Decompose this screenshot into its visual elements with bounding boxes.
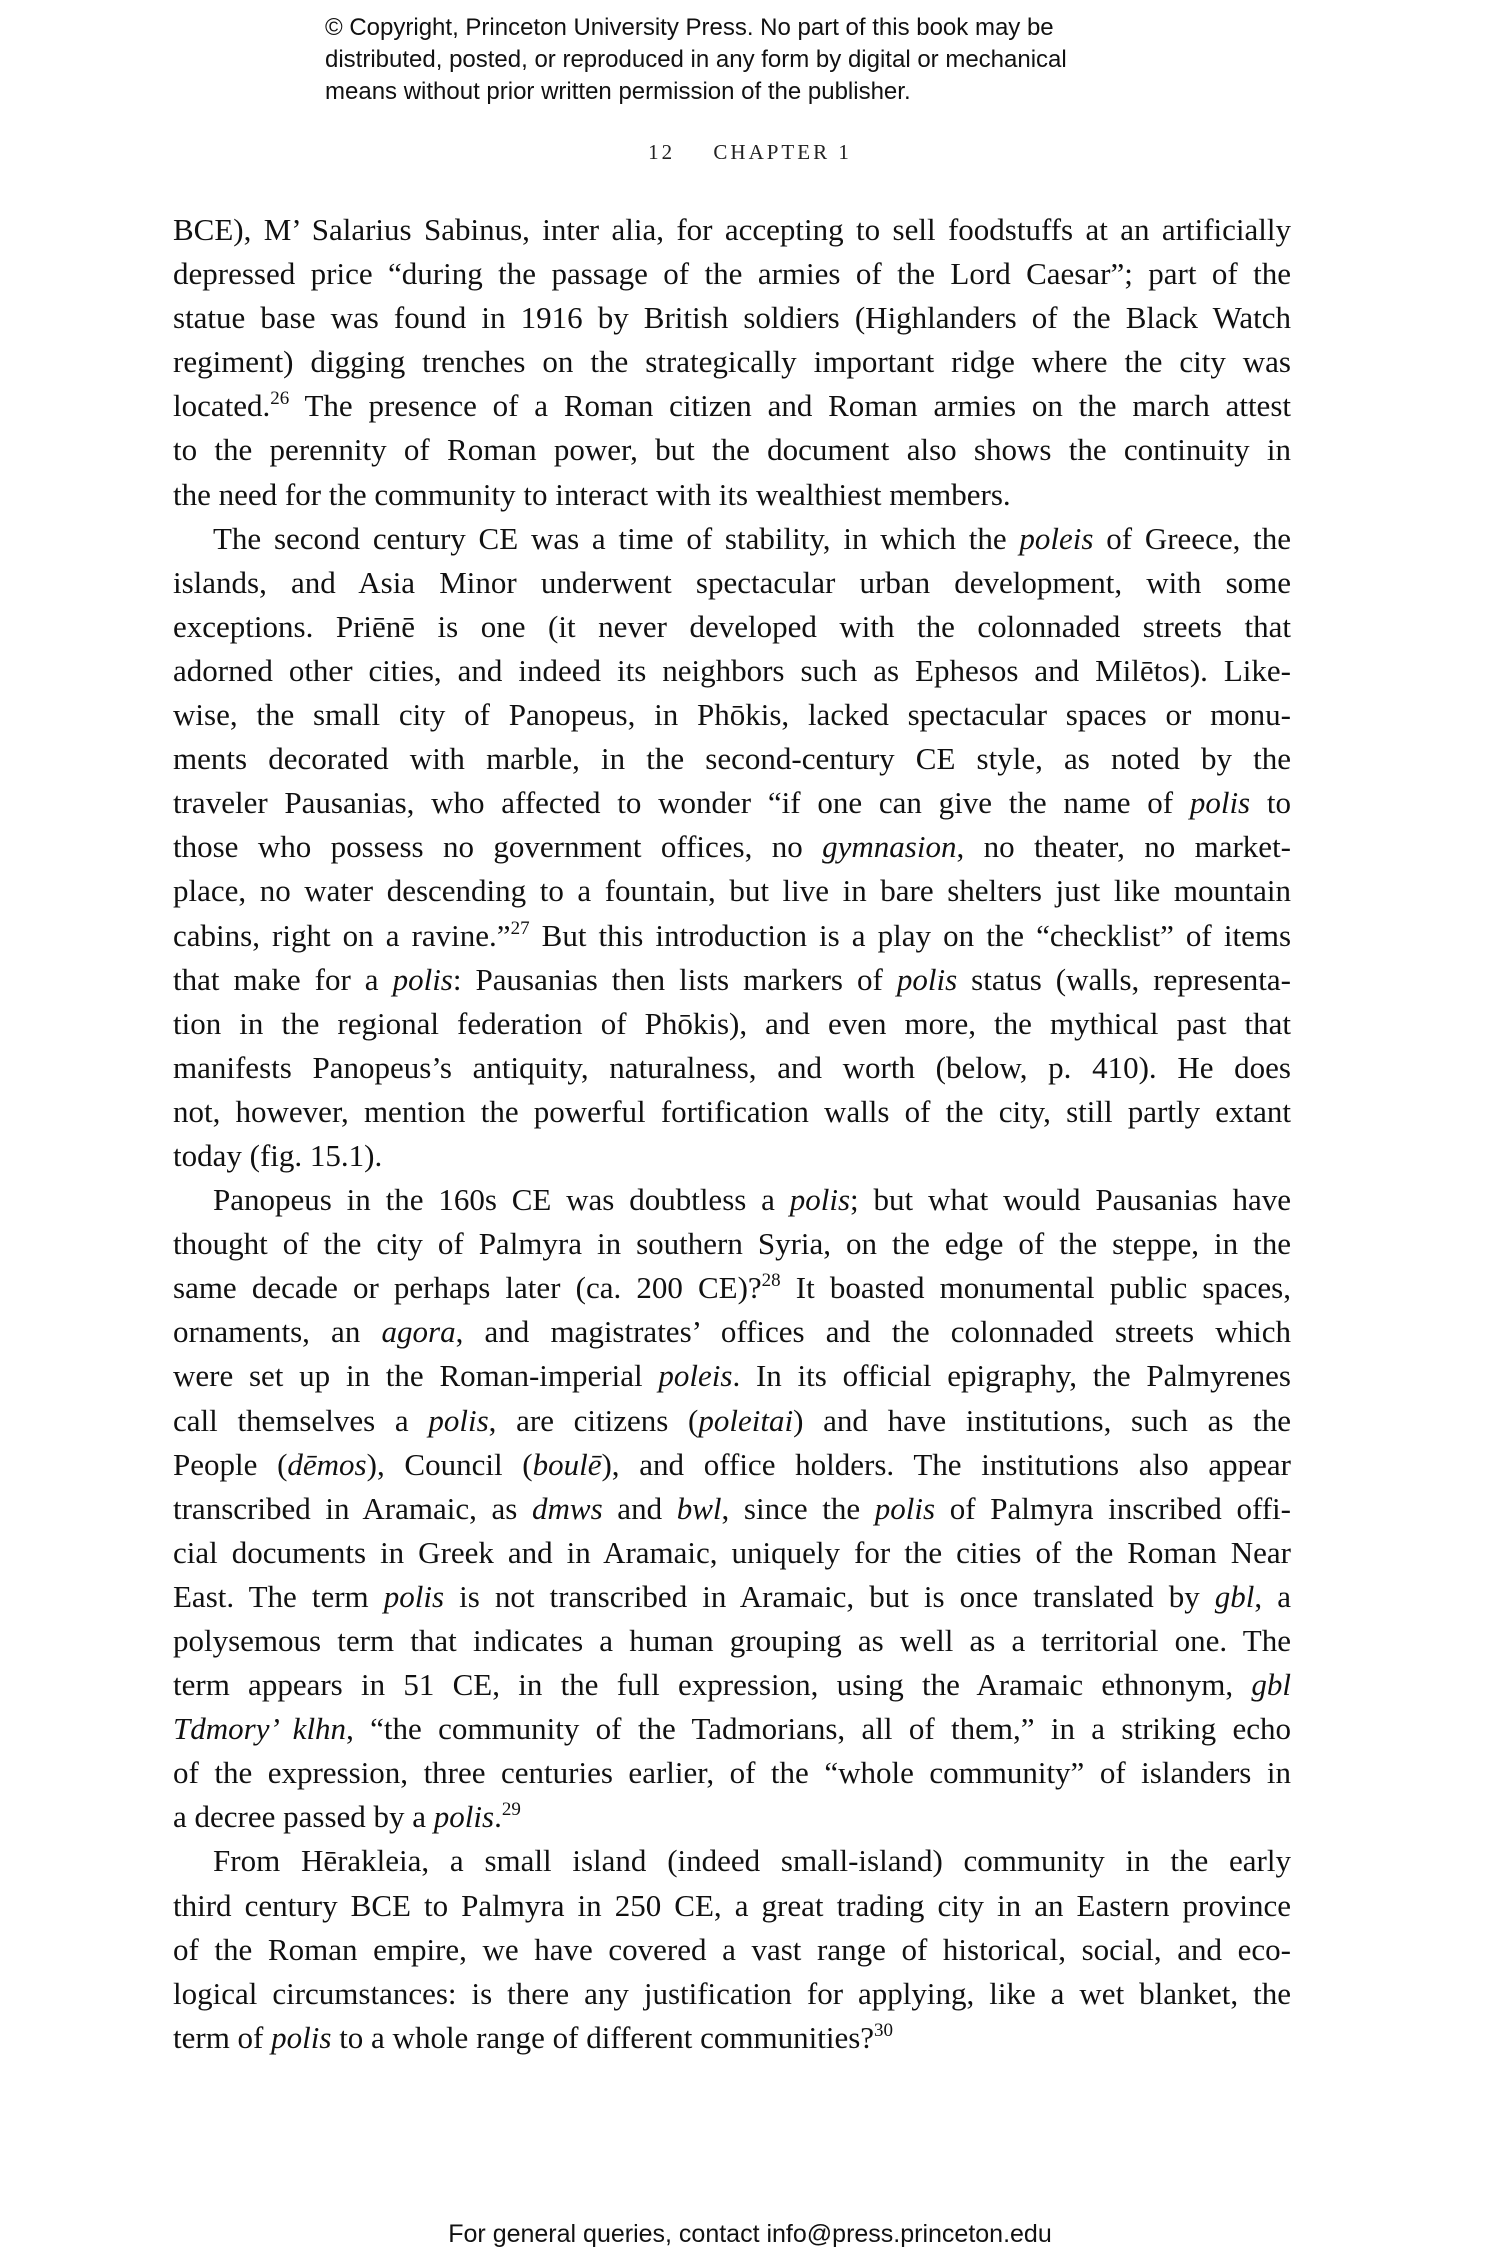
text-line: cabins, right on a ravine.”$^{27}$ But this introduction is a play on the “checklist” of items xyxy=(173,917,1292,953)
text-line: statue base was found in 1916 by British soldiers (Highlanders of the Black Watch xyxy=(173,300,1291,336)
text-line: of the Roman empire, we have covered a vast range of historical, social, and eco- xyxy=(173,1931,1291,1967)
text-line: BCE), M’ Salarius Sabinus, inter alia, for accepting to sell foodstuffs at an artificially xyxy=(173,212,1291,247)
text-line: term appears in 51 CE, in the full expression, using the Aramaic ethnonym, gbl xyxy=(173,1667,1291,1703)
copyright-line: distributed, posted, or reproduced in any form by digital or mechanical xyxy=(325,46,1067,73)
text-line: The second century CE was a time of stability, in which the poleis of Greece, the xyxy=(213,520,1291,556)
text-line: polysemous term that indicates a human grouping as well as a territorial one. The xyxy=(173,1623,1291,1658)
text-line: cial documents in Greek and in Aramaic, uniquely for the cities of the Roman Near xyxy=(173,1534,1291,1570)
text-line: to the perennity of Roman power, but the document also shows the continuity in xyxy=(173,432,1291,468)
body-paragraph xyxy=(173,208,1291,517)
text-line: transcribed in Aramaic, as dmws and bwl, since the polis of Palmyra inscribed offi- xyxy=(173,1490,1291,1526)
body-paragraph xyxy=(173,1178,1291,1839)
text-line: manifests Panopeus’s antiquity, naturalness, and worth (below, p. 410). He does xyxy=(173,1049,1291,1085)
text-line: those who possess no government offices, no gymnasion, no theater, no market- xyxy=(173,829,1292,865)
text-line: thought of the city of Palmyra in southern Syria, on the edge of the steppe, in the xyxy=(173,1226,1291,1262)
text-line: wise, the small city of Panopeus, in Phōkis, lacked spectacular spaces or monu- xyxy=(173,697,1291,733)
text-line: adorned other cities, and indeed its neighbors such as Ephesos and Milētos). Like- xyxy=(173,652,1291,688)
text-line: not, however, mention the powerful fortification walls of the city, still partly extant xyxy=(173,1093,1291,1129)
text-line: call themselves a polis, are citizens (poleitai) and have institutions, such as the xyxy=(173,1402,1291,1438)
text-line: Panopeus in the 160s CE was doubtless a polis; but what would Pausanias have xyxy=(213,1182,1291,1218)
text-line: third century BCE to Palmyra in 250 CE, a great trading city in an Eastern province xyxy=(173,1887,1291,1923)
text-line: ments decorated with marble, in the second-century CE style, as noted by the xyxy=(173,741,1291,777)
text-line: islands, and Asia Minor underwent spectacular urban development, with some xyxy=(173,564,1291,600)
body-text xyxy=(173,208,1291,2060)
footer-contact: For general queries, contact info@press.princeton.edu xyxy=(448,2220,1052,2248)
text-line: logical circumstances: is there any justification for applying, like a wet blanket, the xyxy=(173,1975,1291,2011)
running-head xyxy=(0,140,1500,165)
body-paragraph xyxy=(173,517,1291,1178)
copyright-line: © Copyright, Princeton University Press. No part of this book may be xyxy=(325,14,1054,41)
text-line: depressed price “during the passage of the armies of the Lord Caesar”; part of the xyxy=(173,256,1291,292)
text-line: traveler Pausanias, who affected to wonder “if one can give the name of polis to xyxy=(173,785,1291,821)
text-line: today (fig. 15.1). xyxy=(173,1137,383,1173)
text-line: From Hērakleia, a small island (indeed small-island) community in the early xyxy=(213,1843,1291,1879)
text-line: People (dēmos), Council (boulē), and office holders. The institutions also appear xyxy=(173,1446,1291,1482)
text-line: regiment) digging trenches on the strategically important ridge where the city was xyxy=(173,344,1291,380)
text-line: the need for the community to interact with its wealthiest members. xyxy=(173,476,1011,512)
text-line: same decade or perhaps later (ca. 200 CE)?$^{28}$ It boasted monumental public spaces, xyxy=(173,1270,1291,1306)
chapter-label: CHAPTER 1 xyxy=(713,140,852,164)
text-line: place, no water descending to a fountain, but live in bare shelters just like mountain xyxy=(173,873,1291,909)
text-line: exceptions. Priēnē is one (it never developed with the colonnaded streets that xyxy=(173,608,1291,644)
page-number: 12 xyxy=(648,140,676,164)
text-line: a decree passed by a polis.$^{29}$ xyxy=(173,1799,521,1835)
text-line: East. The term polis is not transcribed in Aramaic, but is once translated by gbl, a xyxy=(173,1578,1291,1614)
copyright-line: means without prior written permission of the publisher. xyxy=(325,78,911,105)
text-line: that make for a polis: Pausanias then lists markers of polis status (walls, representa- xyxy=(173,961,1291,997)
body-paragraph xyxy=(173,1839,1291,2059)
text-line: ornaments, an agora, and magistrates’ offices and the colonnaded streets which xyxy=(173,1314,1291,1350)
text-line: tion in the regional federation of Phōkis), and even more, the mythical past that xyxy=(173,1005,1291,1041)
text-line: located.$^{26}$ The presence of a Roman citizen and Roman armies on the march attest xyxy=(173,388,1291,424)
text-line: were set up in the Roman-imperial poleis. In its official epigraphy, the Palmyrenes xyxy=(173,1358,1291,1394)
copyright-notice xyxy=(325,12,1225,108)
text-line: term of polis to a whole range of different communities?$^{30}$ xyxy=(173,2019,894,2055)
text-line: of the expression, three centuries earlier, of the “whole community” of islanders in xyxy=(173,1755,1291,1791)
text-line: Tdmory’ klhn, “the community of the Tadmorians, all of them,” in a striking echo xyxy=(173,1711,1291,1747)
